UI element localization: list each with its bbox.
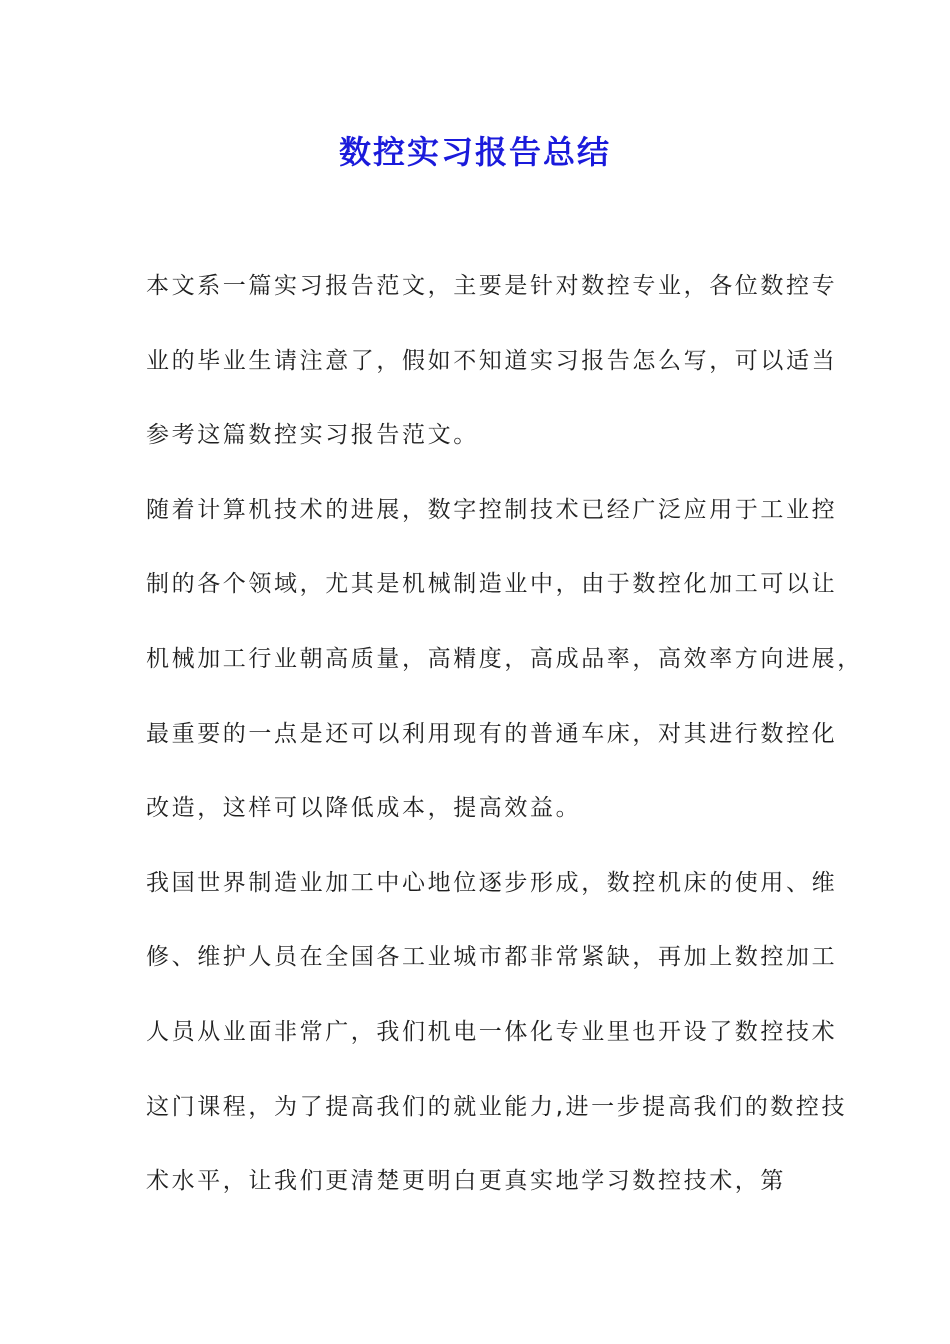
text-line: 业的毕业生请注意了，假如不知道实习报告怎么写，可以适当 — [146, 347, 838, 374]
paragraph-industry — [146, 859, 848, 1232]
text-line: 随着计算机技术的进展，数字控制技术已经广泛应用于工业控 — [146, 496, 838, 523]
document-title: 数控实习报告总结 — [338, 133, 611, 171]
text-line: 人员从业面非常广，我们机电一体化专业里也开设了数控技术 — [146, 1018, 838, 1045]
document-body — [146, 262, 863, 1232]
text-line: 我国世界制造业加工中心地位逐步形成，数控机床的使用、维 — [146, 869, 838, 896]
text-line: 本文系一篇实习报告范文，主要是针对数控专业，各位数控专 — [146, 273, 838, 299]
text-line: 制的各个领域，尤其是机械制造业中，由于数控化加工可以让 — [146, 571, 838, 598]
text-line: 术水平，让我们更清楚更明白更真实地学习数控技术，第 — [146, 1168, 786, 1195]
text-line: 最重要的一点是还可以利用现有的普通车床，对其进行数控化 — [146, 720, 838, 747]
text-line: 参考这篇数控实习报告范文。 — [146, 422, 479, 449]
text-line: 改造，这样可以降低成本，提高效益。 — [146, 795, 582, 822]
text-line: 这门课程，为了提高我们的就业能力,进一步提高我们的数控技 — [146, 1093, 848, 1120]
paragraph-technology — [146, 486, 863, 859]
text-line: 机械加工行业朝高质量，高精度，高成品率，高效率方向进展， — [146, 645, 863, 672]
paragraph-intro — [146, 262, 838, 486]
text-line: 修、维护人员在全国各工业城市都非常紧缺，再加上数控加工 — [146, 944, 838, 971]
